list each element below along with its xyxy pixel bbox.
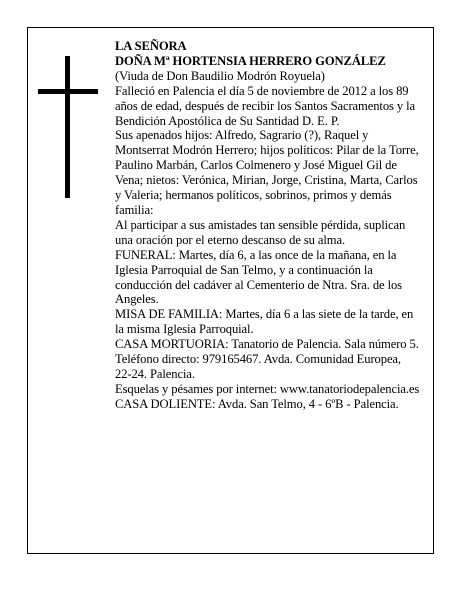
funeral-paragraph: FUNERAL: Martes, día 6, a las once de la mañana, en la Iglesia Parroquial de San Telmo, y a continuación la conducción del cadáver al Cementerio de Ntra. Sra. de los Angeles.: [115, 247, 402, 307]
cross-icon: [38, 56, 98, 198]
cross-vertical-bar: [65, 56, 70, 198]
death-notice-paragraph: Falleció en Palencia el día 5 de noviembre de 2012 a los 89 años de edad, después de recibir los Santos Sacramentos y la Bendición Apostólica de Su Santidad D. E. P.: [115, 83, 416, 128]
cross-horizontal-bar: [38, 89, 98, 94]
family-paragraph: Sus apenados hijos: Alfredo, Sagrario (?), Raquel y Montserrat Modrón Herrero; hijos políticos: Pilar de la Torre, Paulino Marbán, Carlos Colmenero y José Miguel Gil de Vena; nietos: Verónica, Mirian, Jorge, Cristina, Marta, Carlos y Valeria; hermanos políticos, sobrinos, primos y demás familia:: [115, 128, 419, 217]
obituary-text: [115, 39, 420, 412]
family-mass-paragraph: MISA DE FAMILIA: Martes, día 6 a las siete de la tarde, en la misma Iglesia Parroquial.: [115, 307, 414, 337]
internet-condolences-paragraph: Esquelas y pésames por internet: www.tanatoriodepalencia.es: [115, 381, 420, 396]
widow-note: (Viuda de Don Baudilio Modrón Royuela): [115, 68, 325, 83]
header-line-la-senora: LA SEÑORA: [115, 39, 187, 53]
mourning-house-paragraph: CASA DOLIENTE: Avda. San Telmo, 4 - 6ºB - Palencia.: [115, 396, 399, 411]
mortuary-paragraph: CASA MORTUORIA: Tanatorio de Palencia. Sala número 5. Teléfono directo: 979165467. Avda. Comunidad Europea, 22-24. Palencia.: [115, 337, 419, 381]
deceased-name: DOÑA Mª HORTENSIA HERRERO GONZÁLEZ: [115, 53, 386, 68]
prayer-request-paragraph: Al participar a sus amistades tan sensible pérdida, suplican una oración por el eterno descanso de su alma.: [115, 217, 406, 247]
